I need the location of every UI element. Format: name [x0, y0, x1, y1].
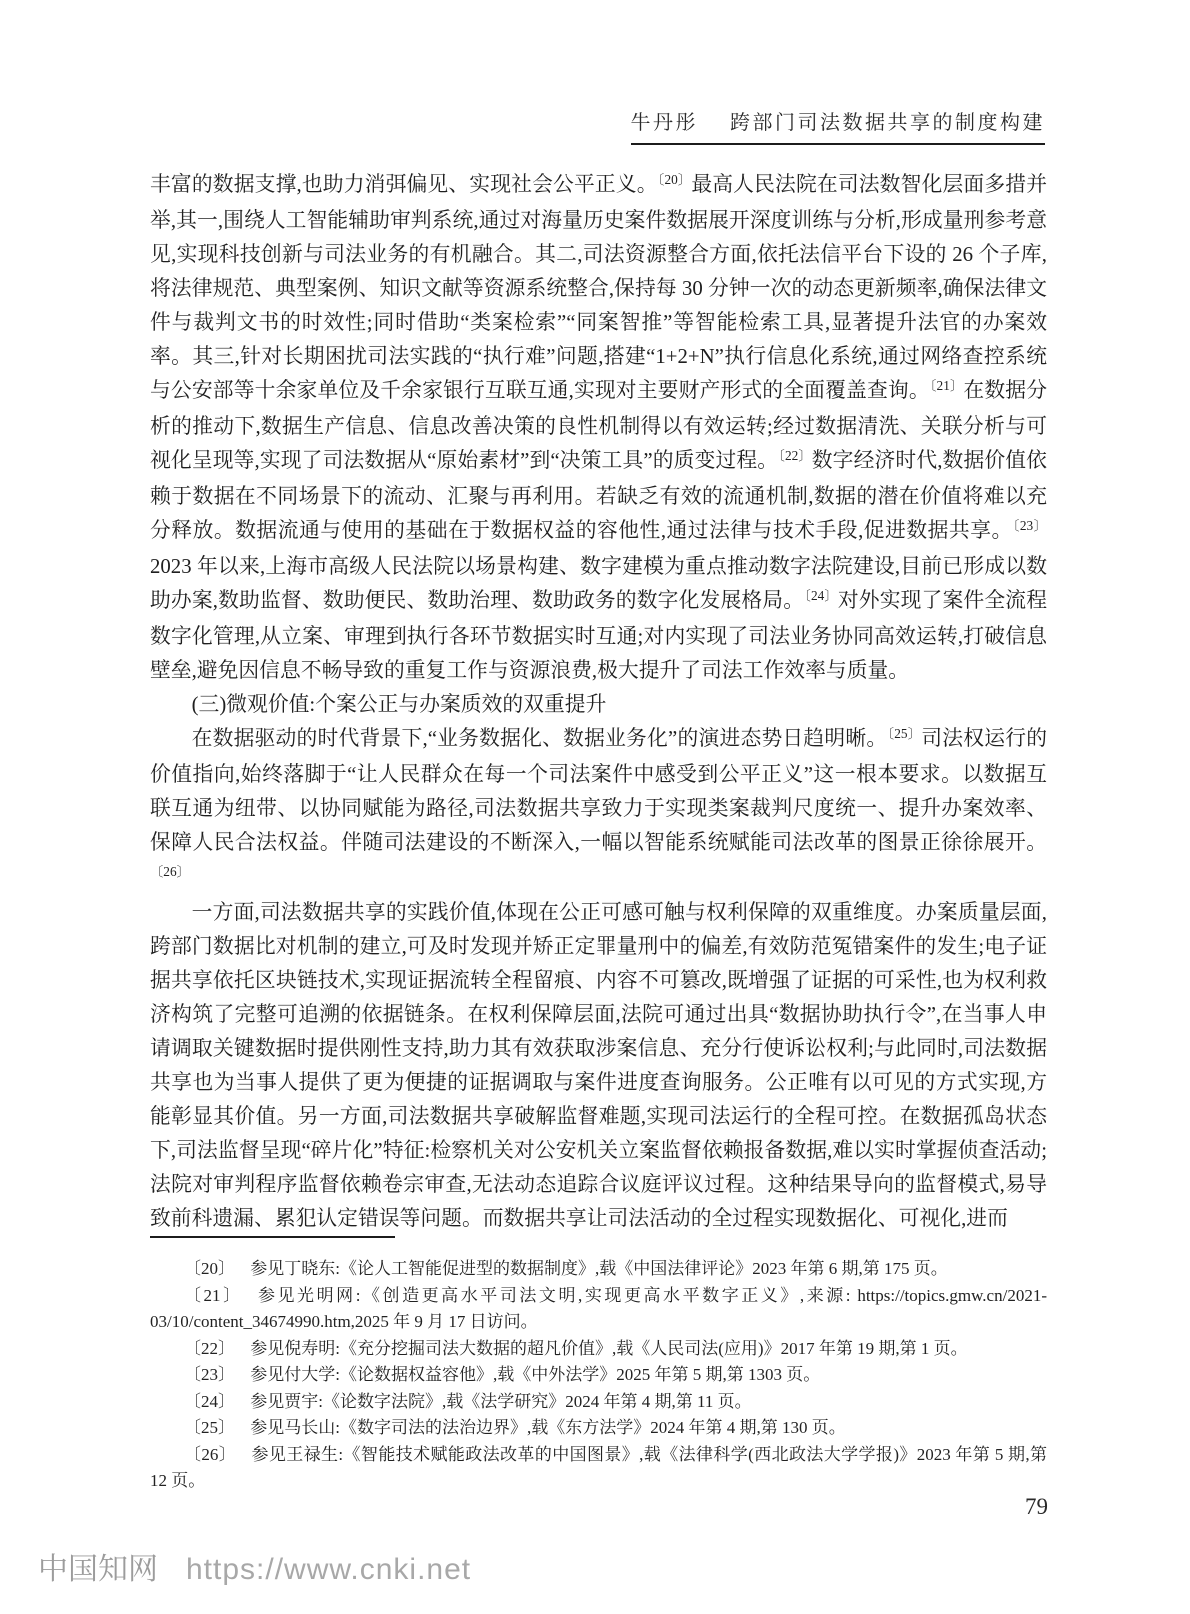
footnote-text: 参见付大学:《论数据权益容他》,载《中外法学》2025 年第 5 期,第 1303 页。 — [250, 1365, 821, 1384]
header-article-title: 跨部门司法数据共享的制度构建 — [730, 112, 1045, 134]
footnote-item — [150, 1389, 1047, 1416]
section-heading: (三)微观价值:个案公正与办案质效的双重提升 — [191, 693, 607, 716]
footnote-separator — [150, 1236, 395, 1238]
body-paragraph: 在数据驱动的时代背景下,“业务数据化、数据业务化”的演进态势日趋明晰。$^{〔25〕}$司法权运行的价值指向,始终落脚于“让人民群众在每一个司法案件中感受到公平正义”这一根本要求。以数据互联互通为纽带、以协同赋能为路径,司法数据共享致力于实现类案裁判尺度统一、提升办案效率、保障人民合法权益。伴随司法建设的不断深入,一幅以智能系统赋能司法改革的图景正徐徐展开。$^{〔26〕}$ — [150, 725, 1047, 879]
footnote-item — [150, 1283, 1047, 1336]
footnote-marker: 〔20〕 — [184, 1259, 235, 1278]
footnote-ref: 〔21〕 — [929, 377, 964, 393]
footnote-ref: 〔22〕 — [778, 447, 812, 463]
running-header — [631, 106, 1046, 145]
footnote-item — [150, 1362, 1047, 1389]
footnote-text: 参见倪寿明:《充分挖掘司法大数据的超凡价值》,载《人民司法(应用)》2017 年第 19 期,第 1 页。 — [250, 1338, 968, 1358]
footnote-marker: 〔22〕 — [184, 1338, 235, 1358]
cnki-brand-text: 中国知网 — [38, 1553, 158, 1586]
footnote-ref: 〔26〕 — [150, 863, 190, 879]
footnote-ref: 〔24〕 — [804, 587, 838, 603]
footnote-marker: 〔23〕 — [184, 1365, 235, 1384]
footnote-item — [150, 1415, 1047, 1442]
page-number: 79 — [1025, 1494, 1048, 1519]
footnote-item — [150, 1256, 1047, 1283]
body-paragraph: 一方面,司法数据共享的实践价值,体现在公正可感可触与权利保障的双重维度。办案质量层面,跨部门数据比对机制的建立,可及时发现并矫正定罪量刑中的偏差,有效防范冤错案件的发生;电子证据共享依托区块链技术,实现证据流转全程留痕、内容不可篡改,既增强了证据的可采性,也为权利救济构筑了完整可追溯的依据链条。在权利保障层面,法院可通过出具“数据协助执行令”,在当事人申请调取关键数据时提供刚性支持,助力其有效获取涉案信息、充分行使诉讼权利;与此同时,司法数据共享也为当事人提供了更为便捷的证据调取与案件进度查询服务。公正唯有以可见的方式实现,方能彰显其价值。另一方面,司法数据共享破解监督难题,实现司法运行的全程可控。在数据孤岛状态下,司法监督呈现“碎片化”特征:检察机关对公安机关立案监督依赖报备数据,难以实时掌握侦查活动;法院对审判程序监督依赖卷宗审查,无法动态追踪合议庭评议过程。这种结果导向的监督模式,易导致前科遗漏、累犯认定错误等问题。而数据共享让司法活动的全过程实现数据化、可视化,进而 — [150, 901, 1047, 1230]
footnote-marker: 〔21〕 — [184, 1285, 243, 1305]
footnote-ref: 〔25〕 — [887, 725, 922, 741]
body-paragraph: 丰富的数据支撑,也助力消弭偏见、实现社会公平正义。$^{〔20〕}$最高人民法院在司法数智化层面多措并举,其一,围绕人工智能辅助审判系统,通过对海量历史案件数据展开深度训练与分析,形成量刑参考意见,实现科技创新与司法业务的有机融合。其二,司法资源整合方面,依托法信平台下设的 26 个子库,将法律规范、典型案例、知识文献等资源系统整合,保持每 30 分钟一次的动态更新频率,确保法律文件与裁判文书的时效性;同时借助“类案检索”“同案智推”等智能检索工具,显著提升法官的办案效率。其三,针对长期困扰司法实践的“执行难”问题,搭建“1+2+N”执行信息化系统,通过网络查控系统与公安部等十余家单位及千余家银行互联互通,实现对主要财产形式的全面覆盖查询。$^{〔21〕}$在数据分析的推动下,数据生产信息、信息改善决策的良性机制得以有效运转;经过数据清洗、关联分析与可视化呈现等,实现了司法数据从“原始素材”到“决策工具”的质变过程。$^{〔22〕}$数字经济时代,数据价值依赖于数据在不同场景下的流动、汇聚与再利用。若缺乏有效的流通机制,数据的潜在价值将难以充分释放。数据流通与使用的基础在于数据权益的容他性,通过法律与技术手段,促进数据共享。$^{〔23〕}$2023 年以来,上海市高级人民法院以场景构建、数字建模为重点推动数字法院建设,目前已形成以数助办案,数助监督、数助便民、数助治理、数助政务的数字化发展格局。$^{〔24〕}$对外实现了案件全流程数字化管理,从立案、审理到执行各环节数据实时互通;对内实现了司法业务协同高效运转,打破信息壁垒,避免因信息不畅导致的重复工作与资源浪费,极大提升了司法工作效率与质量。 — [150, 171, 1047, 682]
footnote-item — [150, 1442, 1047, 1495]
footnote-ref: 〔23〕 — [1012, 517, 1047, 533]
footnote-text: 参见马长山:《数字司法的法治边界》,载《东方法学》2024 年第 4 期,第 130 页。 — [250, 1418, 846, 1437]
cnki-url-text: https://www.cnki.net — [186, 1553, 472, 1586]
article-body — [150, 168, 1047, 1236]
cnki-watermark — [38, 1544, 471, 1588]
header-author: 牛丹彤 — [630, 112, 698, 134]
footnote-marker: 〔26〕 — [184, 1444, 237, 1464]
footnote-item — [150, 1336, 1047, 1363]
footnote-text: 参见王禄生:《智能技术赋能政法改革的中国图景》,载《法律科学(西北政法大学学报)》2023 年第 5 期,第 12 页。 — [150, 1444, 1047, 1490]
footnote-marker: 〔25〕 — [184, 1418, 235, 1437]
footnote-marker: 〔24〕 — [184, 1391, 235, 1411]
footnote-ref: 〔20〕 — [657, 171, 692, 187]
footnotes-section — [150, 1256, 1047, 1495]
footnote-text: 参见丁晓东:《论人工智能促进型的数据制度》,载《中国法律评论》2023 年第 6 期,第 175 页。 — [250, 1259, 948, 1278]
footnote-text: 参见贾宇:《论数字法院》,载《法学研究》2024 年第 4 期,第 11 页。 — [250, 1391, 752, 1411]
footnote-text: 参见光明网:《创造更高水平司法文明,实现更高水平数字正义》,来源: https://topics.gmw.cn/2021-03/10/content_34674990.htm,2025 年 9 月 17 日访问。 — [150, 1285, 1047, 1331]
